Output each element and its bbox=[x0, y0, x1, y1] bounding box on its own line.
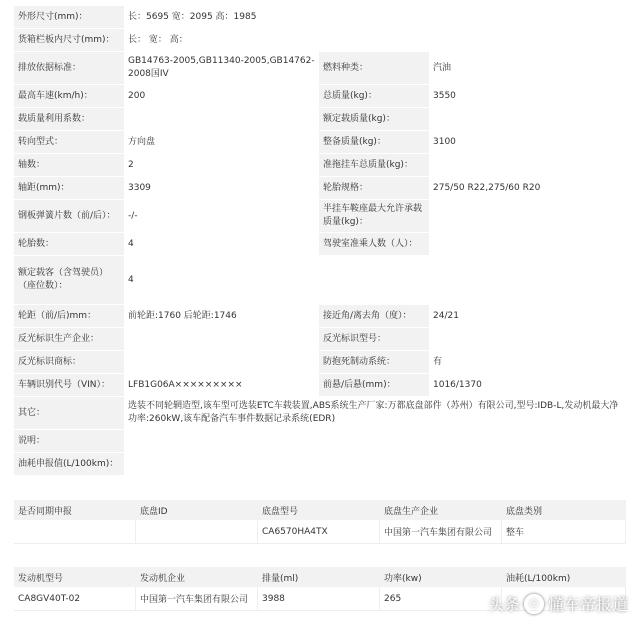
spec-value: -/- bbox=[124, 200, 319, 232]
spec-value bbox=[429, 328, 626, 350]
spec-row bbox=[14, 374, 626, 397]
spec-label: 额定载客（含驾驶员）（座位数）： bbox=[14, 256, 124, 304]
chassis-header-row bbox=[14, 500, 626, 520]
spec-label: 油耗申报值(L/100km)： bbox=[14, 453, 124, 475]
spec-label: 准拖挂车总质量(kg)： bbox=[319, 154, 429, 176]
spec-label: 整备质量(kg)： bbox=[319, 131, 429, 153]
table-cell: 3988 bbox=[258, 587, 380, 611]
spec-label: 载质量利用系数： bbox=[14, 108, 124, 130]
spec-label: 接近角/离去角（度）： bbox=[319, 305, 429, 327]
table-cell: 中国第一汽车集团有限公司 bbox=[380, 520, 502, 544]
column-header: 油耗(L/100km) bbox=[502, 567, 626, 587]
spec-value: 4 bbox=[124, 256, 626, 304]
spec-row bbox=[14, 52, 626, 85]
chassis-table bbox=[14, 500, 626, 544]
column-header: 底盘型号 bbox=[258, 500, 380, 520]
spec-value bbox=[429, 233, 626, 255]
spec-label: 轴距(mm)： bbox=[14, 177, 124, 199]
watermark-right: 懂车帝报道 bbox=[547, 595, 628, 614]
spec-label: 防抱死制动系统： bbox=[319, 351, 429, 373]
spec-row bbox=[14, 108, 626, 131]
spec-value: 有 bbox=[429, 351, 626, 373]
spec-row bbox=[14, 200, 626, 233]
spec-label: 反光标识生产企业： bbox=[14, 328, 124, 350]
spec-value bbox=[429, 200, 626, 232]
spec-label: 反光标识商标： bbox=[14, 351, 124, 373]
spec-value bbox=[124, 108, 319, 130]
spec-value: 3309 bbox=[124, 177, 319, 199]
spec-value: 选装不同轮辋造型,该车型可选装ETC车载装置,ABS系统生产厂家:万都底盘部件（苏州）有限公司,型号:IDB-L,发动机最大净功率:260kW,该车配备汽车事件数据记录系统(EDR) bbox=[124, 397, 626, 429]
column-header: 底盘类别 bbox=[502, 500, 626, 520]
magnify-icon: ○ bbox=[524, 594, 544, 614]
spec-value bbox=[429, 108, 626, 130]
spec-value: 4 bbox=[124, 233, 319, 255]
spec-label: 半挂车鞍座最大允许承载质量(kg)： bbox=[319, 200, 429, 232]
spec-label: 驾驶室准乘人数（人）： bbox=[319, 233, 429, 255]
table-cell bbox=[136, 520, 258, 544]
table-cell: CA8GV40T-02 bbox=[14, 587, 136, 611]
watermark bbox=[488, 592, 628, 615]
spec-value: 1016/1370 bbox=[429, 374, 626, 396]
spec-label: 外形尺寸(mm)： bbox=[14, 6, 124, 28]
spec-row bbox=[14, 154, 626, 177]
spec-label: 说明： bbox=[14, 430, 124, 452]
spec-label: 反光标识型号： bbox=[319, 328, 429, 350]
vehicle-spec-table bbox=[14, 6, 626, 476]
watermark-left: 头条 bbox=[487, 595, 520, 614]
spec-value: 24/21 bbox=[429, 305, 626, 327]
table-row bbox=[14, 520, 626, 544]
column-header: 发动机型号 bbox=[14, 567, 136, 587]
spec-label: 钢板弹簧片数（前/后）： bbox=[14, 200, 124, 232]
spec-value: 200 bbox=[124, 85, 319, 107]
spec-row bbox=[14, 430, 626, 453]
spec-row bbox=[14, 256, 626, 305]
spec-row bbox=[14, 351, 626, 374]
column-header: 底盘生产企业 bbox=[380, 500, 502, 520]
spec-label: 轮胎数： bbox=[14, 233, 124, 255]
spec-row bbox=[14, 453, 626, 476]
spec-value bbox=[124, 430, 626, 452]
spec-value: 方向盘 bbox=[124, 131, 319, 153]
spec-row bbox=[14, 328, 626, 351]
spec-label: 最高车速(km/h)： bbox=[14, 85, 124, 107]
column-header: 功率(kw) bbox=[380, 567, 502, 587]
table-cell: 中国第一汽车集团有限公司 bbox=[136, 587, 258, 611]
spec-value: 长： 宽： 高： bbox=[124, 29, 626, 51]
spec-row bbox=[14, 177, 626, 200]
spec-row bbox=[14, 397, 626, 430]
spec-value: 3100 bbox=[429, 131, 626, 153]
spec-value: 2 bbox=[124, 154, 319, 176]
spec-label: 轮距（前/后)mm： bbox=[14, 305, 124, 327]
column-header: 发动机企业 bbox=[136, 567, 258, 587]
spec-label: 货箱栏板内尺寸(mm)： bbox=[14, 29, 124, 51]
spec-value: 3550 bbox=[429, 85, 626, 107]
spec-label: 轴数： bbox=[14, 154, 124, 176]
table-cell: 265 bbox=[380, 587, 502, 611]
spec-row bbox=[14, 6, 626, 29]
spec-row bbox=[14, 131, 626, 154]
table-cell: CA6570HA4TX bbox=[258, 520, 380, 544]
spec-value: 前轮距:1760 后轮距:1746 bbox=[124, 305, 319, 327]
column-header: 是否同期申报 bbox=[14, 500, 136, 520]
spec-value bbox=[124, 351, 319, 373]
spec-row bbox=[14, 85, 626, 108]
spec-value: LFB1G06A××××××××× bbox=[124, 374, 319, 396]
spec-value bbox=[429, 154, 626, 176]
spec-value: GB14763-2005,GB11340-2005,GB14762-2008国IV bbox=[124, 52, 319, 84]
spec-value: 275/50 R22,275/60 R20 bbox=[429, 177, 626, 199]
spec-value bbox=[124, 328, 319, 350]
spec-row bbox=[14, 233, 626, 256]
spec-label: 前悬/后悬(mm)： bbox=[319, 374, 429, 396]
table-cell bbox=[14, 520, 136, 544]
engine-header-row bbox=[14, 567, 626, 587]
spec-label: 总质量(kg)： bbox=[319, 85, 429, 107]
spec-label: 车辆识别代号（VIN）： bbox=[14, 374, 124, 396]
spec-label: 轮胎规格： bbox=[319, 177, 429, 199]
spec-label: 燃料种类： bbox=[319, 52, 429, 84]
spec-label: 排放依据标准： bbox=[14, 52, 124, 84]
spec-value bbox=[124, 453, 626, 475]
spec-label: 转向型式： bbox=[14, 131, 124, 153]
spec-row bbox=[14, 305, 626, 328]
column-header: 底盘ID bbox=[136, 500, 258, 520]
spec-label: 额定载质量(kg)： bbox=[319, 108, 429, 130]
spec-label: 其它： bbox=[14, 397, 124, 429]
column-header: 排量(ml) bbox=[258, 567, 380, 587]
table-cell: 整车 bbox=[502, 520, 626, 544]
spec-row bbox=[14, 29, 626, 52]
spec-value: 长：5695 宽：2095 高：1985 bbox=[124, 6, 626, 28]
spec-value: 汽油 bbox=[429, 52, 626, 84]
